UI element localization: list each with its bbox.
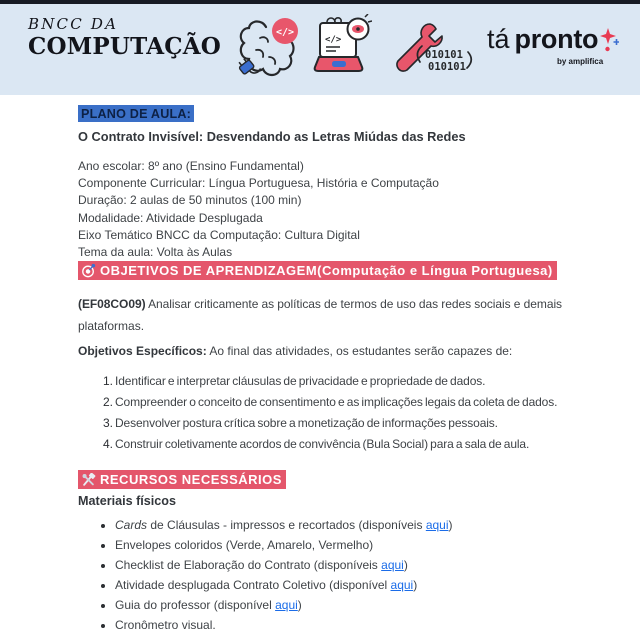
plano-de-aula-label: PLANO DE AULA: <box>78 105 194 122</box>
resource-item-cronometro: • Cronômetro visual. <box>115 615 562 635</box>
resources-heading-text: RECURSOS NECESSÁRIOS <box>100 472 282 488</box>
info-line-tema: Tema da aula: Volta às Aulas <box>78 245 233 260</box>
info-line-eixo-tematico: Eixo Temático BNCC da Computação: Cultura Digital <box>78 227 360 242</box>
logo-word-ta: tá <box>487 24 510 54</box>
sparkle-icon <box>599 26 619 56</box>
resource-item-guia: • Guia do professor (disponível aqui) <box>115 595 562 615</box>
resources-heading <box>78 470 286 489</box>
svg-text:010101: 010101 <box>428 61 466 73</box>
tools-icon <box>81 473 96 487</box>
lesson-title: O Contrato Invisível: Desvendando as Letras Miúdas das Redes <box>78 129 466 144</box>
paragraph-line-1: (EF08CO09) Analisar criticamente as políticas de termos de uso das redes sociais e demais <box>78 297 563 312</box>
paragraph-line-2: plataformas. <box>78 319 145 334</box>
svg-text:</>: </> <box>275 27 295 38</box>
resource-item-checklist: • Checklist de Elaboração do Contrato (disponíveis aqui) <box>115 555 562 575</box>
resource-link-checklist[interactable]: aqui <box>381 557 404 572</box>
resource-item-atividade: • Atividade desplugada Contrato Coletivo (disponível aqui) <box>115 575 562 595</box>
info-line-componente: Componente Curricular: Língua Portuguesa, História e Computação <box>78 176 439 191</box>
document-body <box>0 95 640 635</box>
logo-word-pronto: pronto <box>514 24 599 54</box>
header-banner <box>0 4 640 95</box>
target-icon <box>81 263 96 278</box>
bncc-computacao-logo <box>28 15 221 60</box>
wrench-binary-icon <box>386 20 474 78</box>
objective-item-2: 2. Compreender o conceito de consentimento e as implicações legais da coleta de dados. <box>115 392 562 413</box>
svg-text:</>: </> <box>325 35 342 45</box>
info-line-duracao: Duração: 2 aulas de 50 minutos (100 min) <box>78 193 302 208</box>
resource-item-cards: • Cards de Cláusulas - impressos e recortados (disponíveis aqui) <box>115 515 562 535</box>
specific-objectives-label: Objetivos Específicos: <box>78 344 207 359</box>
resource-link-atividade[interactable]: aqui <box>390 577 414 592</box>
objective-item-3: 3. Desenvolver postura crítica sobre a monetização de informações pessoais. <box>115 413 562 434</box>
brand-line-2: COMPUTAÇÃO <box>28 33 222 60</box>
objectives-paragraph <box>78 293 562 337</box>
info-line-modalidade: Modalidade: Atividade Desplugada <box>78 210 263 225</box>
info-line-ano-escolar: Ano escolar: 8º ano (Ensino Fundamental) <box>78 159 304 173</box>
objective-item-1: 1. Identificar e interpretar cláusulas de privacidade e propriedade de dados. <box>115 371 562 392</box>
resources-subheading: Materiais físicos <box>78 493 176 508</box>
laptop-code-search-icon <box>306 14 372 78</box>
logo-byline: by amplifica <box>556 57 604 66</box>
lesson-info-block <box>78 158 562 261</box>
skill-code: (EF08CO09) <box>78 297 146 312</box>
resource-link-cards[interactable]: aqui <box>425 517 449 532</box>
ta-pronto-logo <box>487 24 619 66</box>
resource-item-envelopes: • Envelopes coloridos (Verde, Amarelo, Vermelho) <box>115 535 562 555</box>
specific-objectives-line: Objetivos Específicos: Ao final das atividades, os estudantes serão capazes de: <box>78 344 513 359</box>
objectives-heading <box>78 261 557 280</box>
objective-item-4: 4. Construir coletivamente acordos de convivência (Bula Social) para a sala de aula. <box>115 434 562 455</box>
resource-link-guia[interactable]: aqui <box>275 597 298 612</box>
objectives-heading-text: OBJETIVOS DE APRENDIZAGEM(Computação e Língua Portuguesa) <box>100 263 553 279</box>
resources-list <box>78 515 562 635</box>
brain-plug-icon <box>236 16 302 86</box>
svg-text:010101: 010101 <box>425 49 463 61</box>
brand-line-1: BNCC DA <box>28 15 119 33</box>
specific-objectives-list <box>78 371 562 455</box>
